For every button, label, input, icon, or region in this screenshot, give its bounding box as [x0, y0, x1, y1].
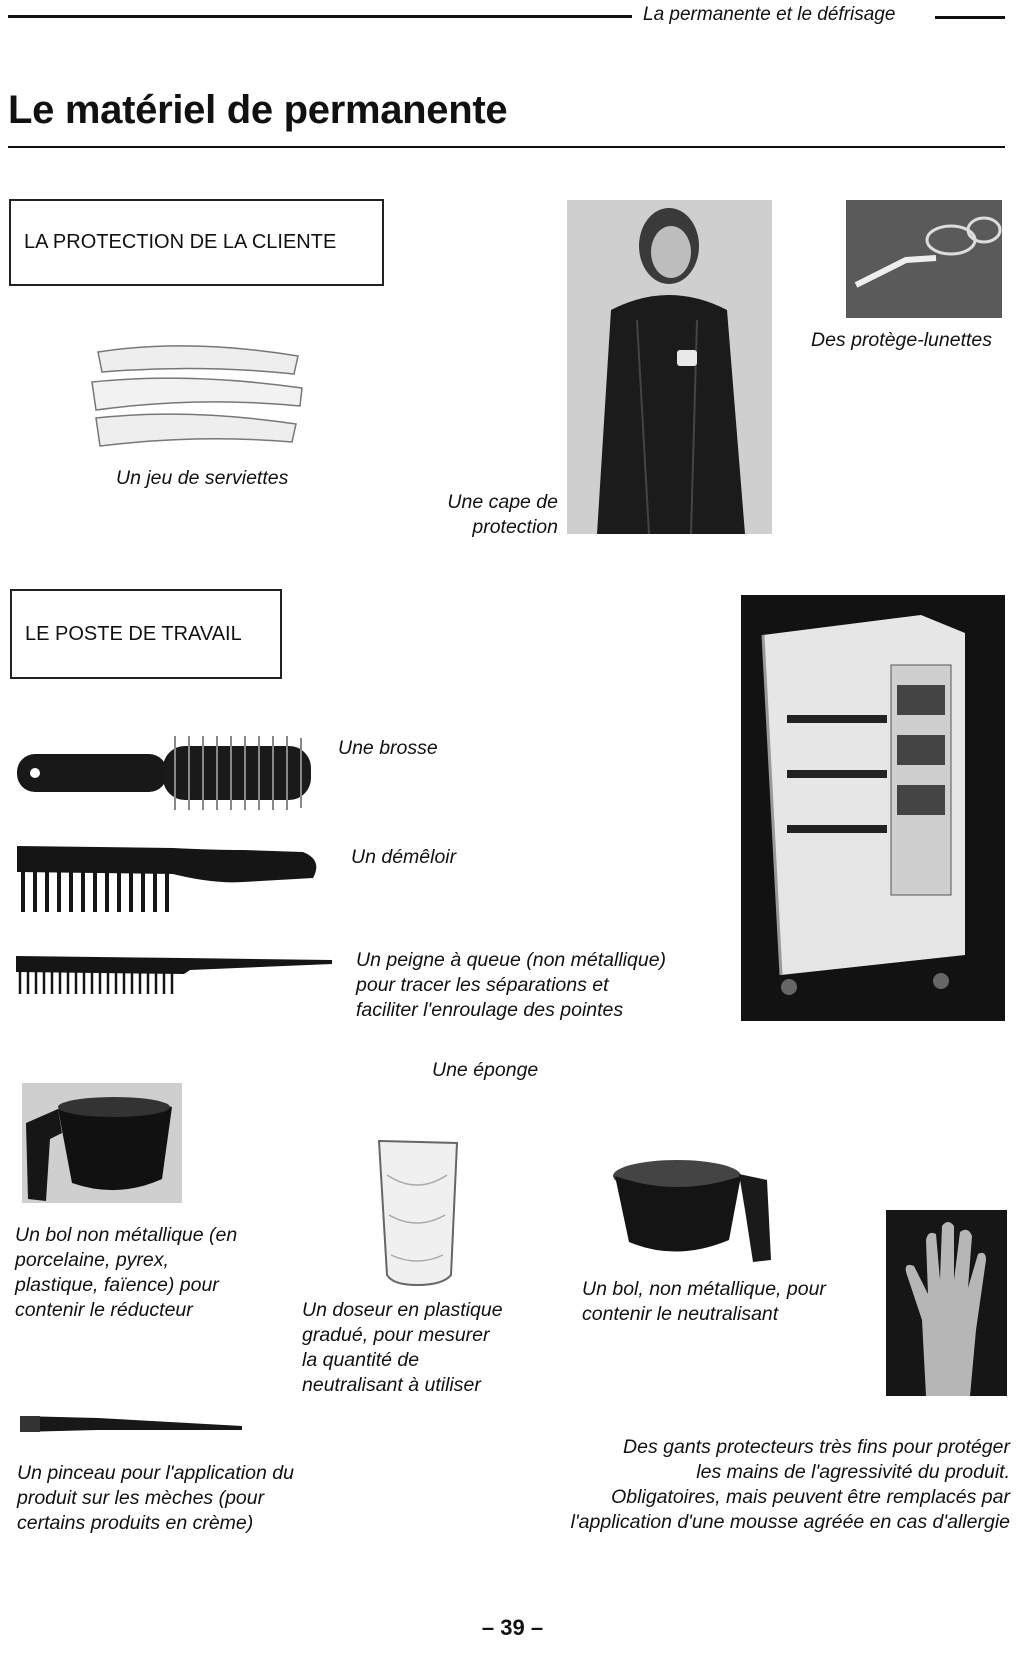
caption-neutralizer-bowl-line-1: Un bol, non métallique, pour — [582, 1278, 826, 1300]
caption-reducer-bowl — [15, 1223, 237, 1323]
section-title-poste: LE POSTE DE TRAVAIL — [25, 622, 242, 645]
measuring-cup-image — [373, 1135, 463, 1290]
caption-neutralizer-bowl-line-2: contenir le neutralisant — [582, 1303, 779, 1325]
applicator-brush-image — [18, 1408, 244, 1438]
caption-gloves — [540, 1435, 1010, 1535]
tail-comb-image — [14, 952, 334, 1000]
goggles-photo — [846, 200, 1002, 318]
caption-gloves-line-3: Obligatoires, mais peuvent être remplacés par — [611, 1486, 1010, 1508]
caption-measuring-cup-line-3: la quantité de — [302, 1349, 420, 1371]
caption-applicator-brush-line-3: certains produits en crème) — [17, 1512, 254, 1534]
gloves-photo — [886, 1210, 1007, 1396]
caption-measuring-cup-line-2: gradué, pour mesurer — [302, 1324, 490, 1346]
title-rule — [8, 146, 1005, 148]
caption-applicator-brush-line-1: Un pinceau pour l'application du — [17, 1462, 294, 1484]
caption-reducer-bowl-line-4: contenir le réducteur — [15, 1299, 193, 1321]
caption-tail-comb — [356, 948, 666, 1023]
caption-measuring-cup-line-4: neutralisant à utiliser — [302, 1374, 481, 1396]
caption-tail-comb-line-2: pour tracer les séparations et — [356, 974, 609, 996]
caption-cape-line-2: protection — [472, 516, 558, 538]
neutralizer-bowl-image — [607, 1150, 773, 1264]
reducer-bowl-photo — [22, 1083, 182, 1203]
detangling-comb-image — [13, 838, 323, 918]
caption-gloves-line-1: Des gants protecteurs très fins pour protéger — [623, 1436, 1010, 1458]
caption-towels: Un jeu de serviettes — [116, 467, 289, 489]
trolley-photo — [741, 595, 1005, 1021]
caption-reducer-bowl-line-2: porcelaine, pyrex, — [15, 1249, 169, 1271]
cape-photo — [567, 200, 772, 534]
section-box-protection — [9, 199, 384, 286]
caption-measuring-cup — [302, 1298, 503, 1398]
caption-cape — [443, 490, 558, 540]
caption-goggles: Des protège-lunettes — [811, 329, 993, 351]
header-rule-left — [8, 15, 632, 18]
caption-gloves-line-2: les mains de l'agressivité du produit. — [696, 1461, 1010, 1483]
caption-gloves-line-4: l'application d'une mousse agréée en cas d'allergie — [570, 1511, 1010, 1533]
section-title-protection: LA PROTECTION DE LA CLIENTE — [24, 231, 337, 253]
caption-applicator-brush — [17, 1461, 294, 1536]
caption-neutralizer-bowl — [582, 1277, 826, 1327]
caption-tail-comb-line-1: Un peigne à queue (non métallique) — [356, 949, 667, 971]
running-title: La permanente et le défrisage — [643, 4, 896, 25]
caption-applicator-brush-line-2: produit sur les mèches (pour — [17, 1487, 265, 1509]
caption-sponge: Une éponge — [432, 1059, 539, 1081]
caption-brush: Une brosse — [338, 737, 438, 759]
caption-detangling-comb: Un démêloir — [351, 846, 457, 868]
page-number: – 39 – — [481, 1615, 544, 1640]
caption-cape-line-1: Une cape de — [447, 491, 558, 513]
brush-image — [13, 730, 315, 816]
caption-measuring-cup-line-1: Un doseur en plastique — [302, 1299, 503, 1321]
header-rule-right — [935, 16, 1005, 19]
caption-reducer-bowl-line-3: plastique, faïence) pour — [15, 1274, 219, 1296]
caption-reducer-bowl-line-1: Un bol non métallique (en — [15, 1224, 238, 1246]
page-title: Le matériel de permanente — [8, 88, 508, 132]
caption-tail-comb-line-3: faciliter l'enroulage des pointes — [356, 999, 624, 1021]
towels-image — [88, 338, 310, 450]
section-box-poste — [10, 589, 282, 679]
